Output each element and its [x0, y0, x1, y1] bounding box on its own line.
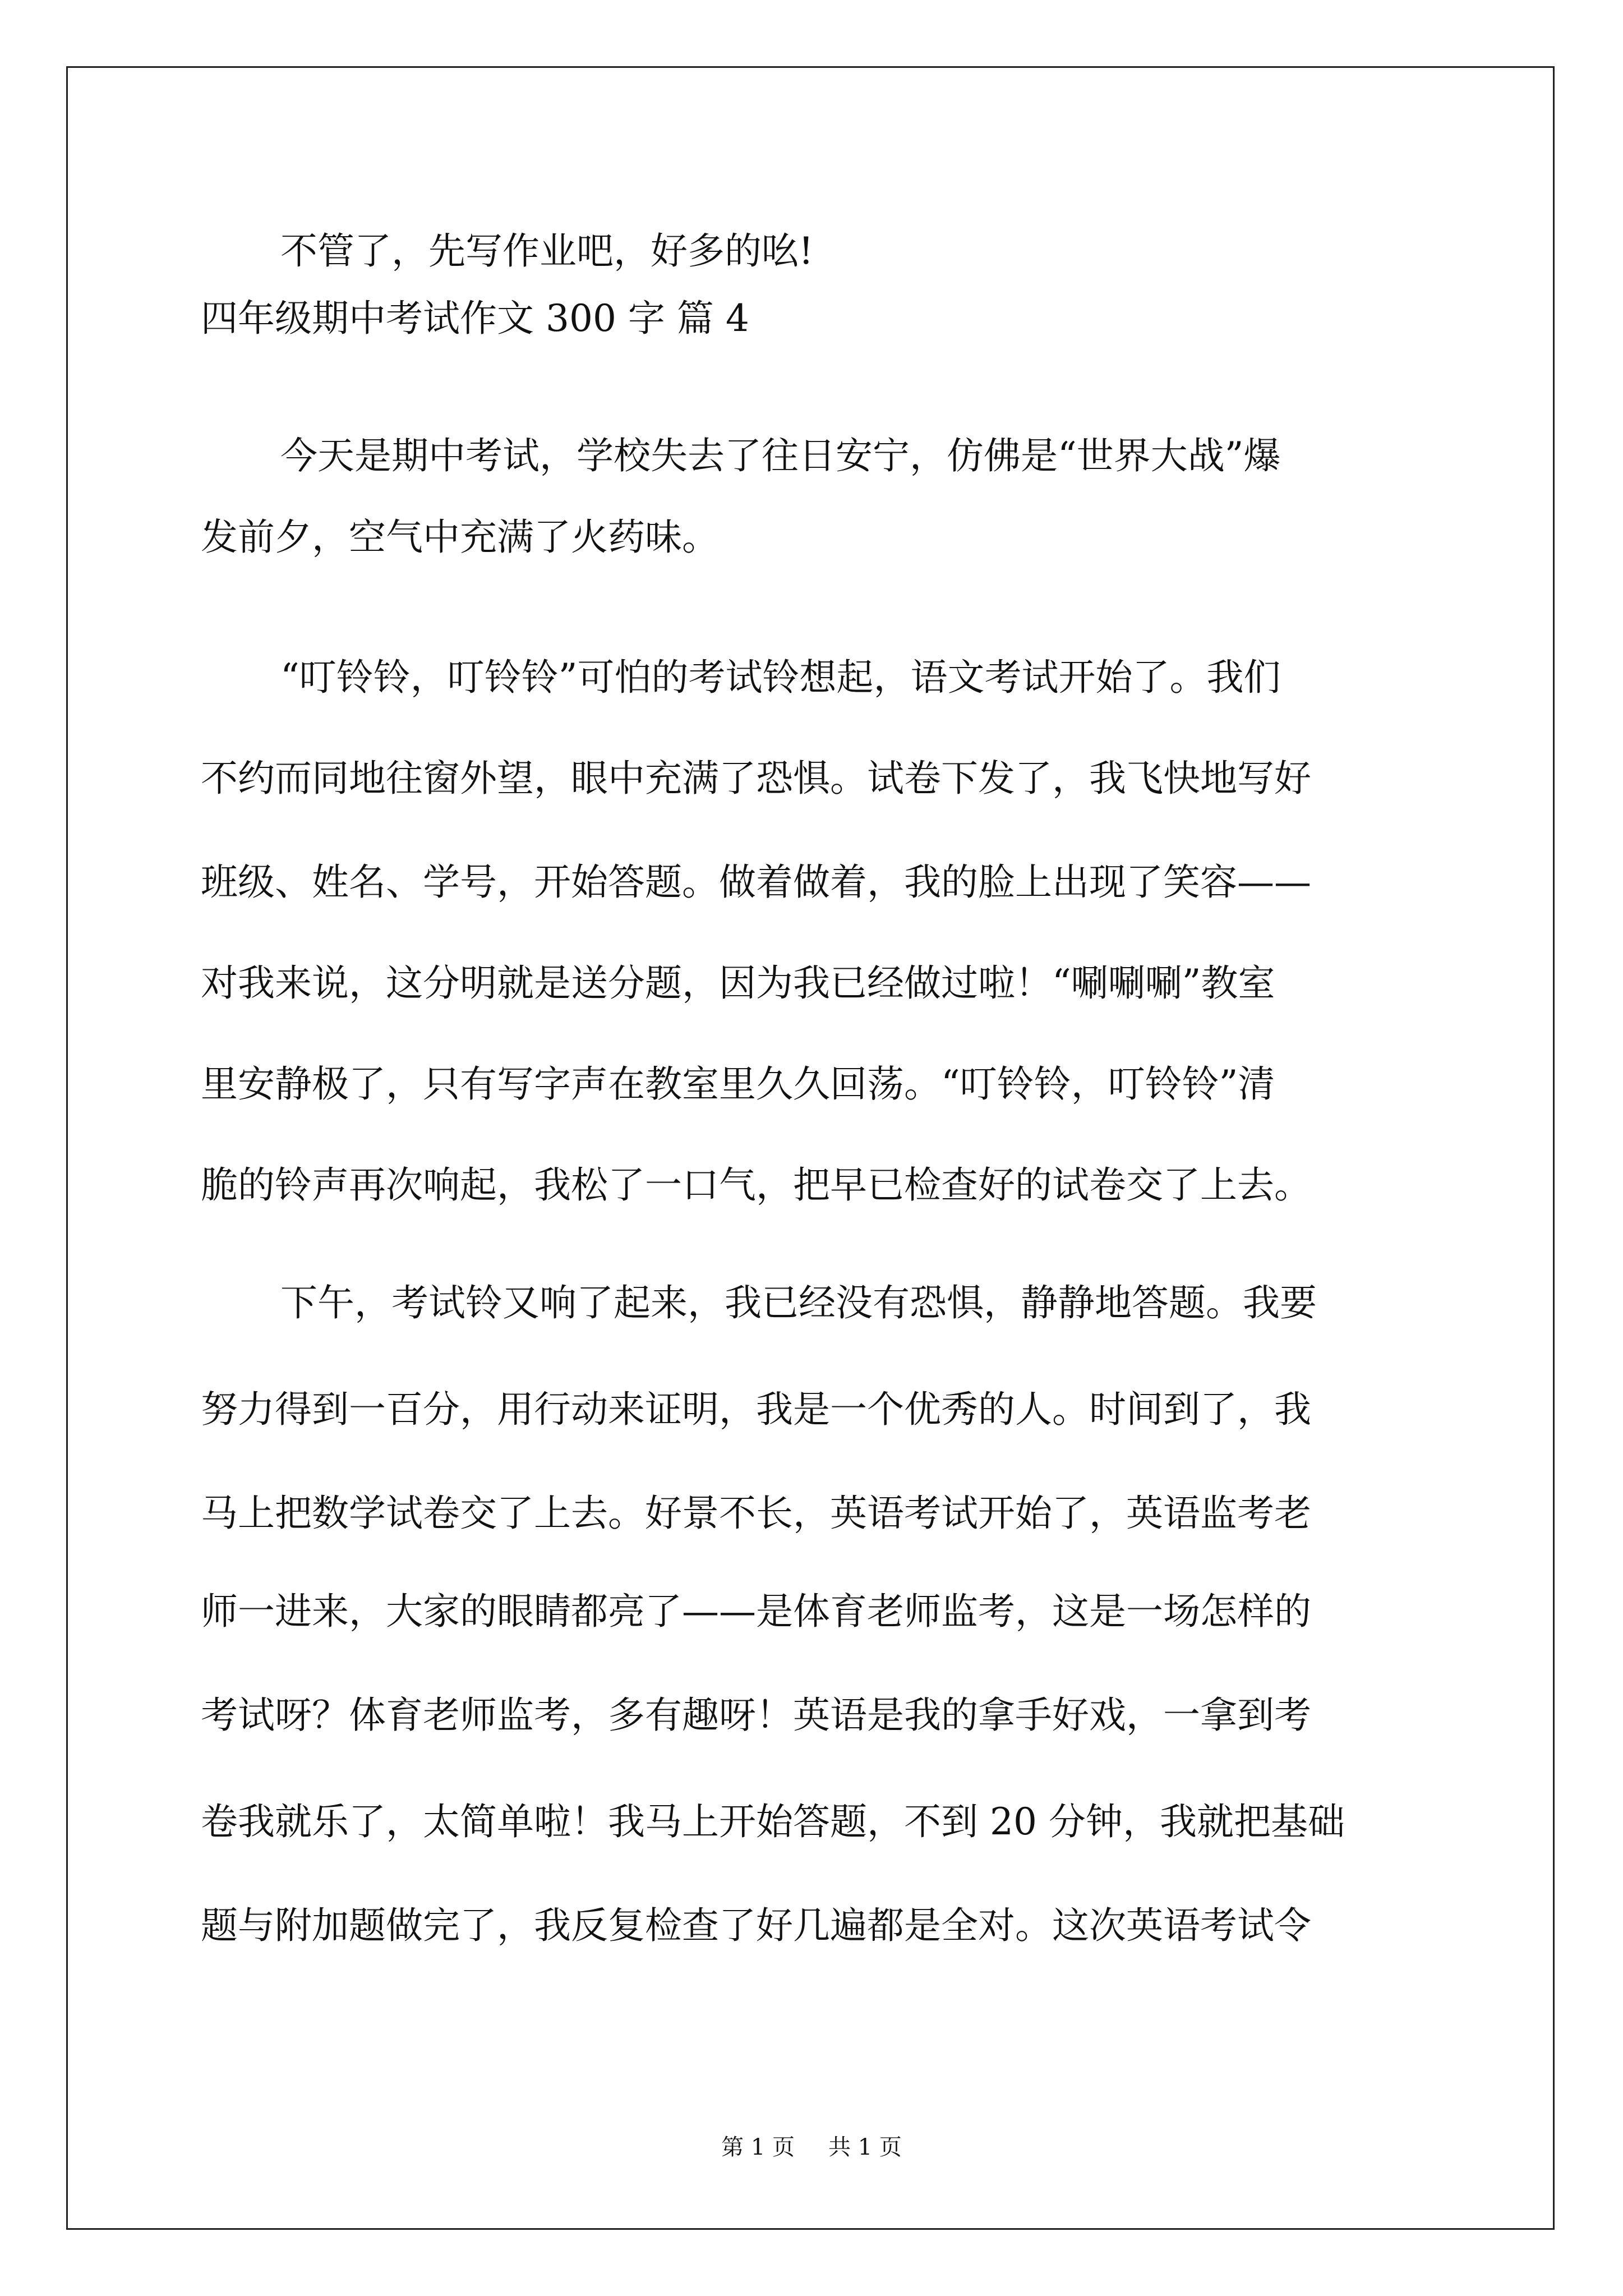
text-line: 脆的铃声再次响起，我松了一口气，把早已检查好的试卷交了上去。 — [201, 1163, 1311, 1207]
section-heading: 四年级期中考试作文 300 字 篇 4 — [201, 297, 749, 340]
text-line: 考试呀？体育老师监考，多有趣呀！英语是我的拿手好戏，一拿到考 — [201, 1694, 1311, 1737]
text-line: 不管了，先写作业吧，好多的吆! — [280, 229, 814, 273]
text-line: 对我来说，这分明就是送分题，因为我已经做过啦！“唰唰唰”教室 — [201, 961, 1275, 1005]
text-line: 不约而同地往窗外望，眼中充满了恐惧。试卷下发了，我飞快地写好 — [201, 757, 1311, 800]
text-line: 努力得到一百分，用行动来证明，我是一个优秀的人。时间到了，我 — [201, 1388, 1311, 1431]
text-line: 题与附加题做完了，我反复检查了好几遍都是全对。这次英语考试令 — [201, 1904, 1311, 1947]
page-total: 共 1 页 — [828, 2134, 902, 2160]
text-line: 师一进来，大家的眼睛都亮了——是体育老师监考，这是一场怎样的 — [201, 1590, 1311, 1633]
text-line: 卷我就乐了，太简单啦！我马上开始答题，不到 20 分钟，我就把基础 — [201, 1800, 1345, 1843]
text-line: 马上把数学试卷交了上去。好景不长，英语考试开始了，英语监考老 — [201, 1492, 1311, 1535]
text-line: 里安静极了，只有写字声在教室里久久回荡。“叮铃铃，叮铃铃”清 — [201, 1062, 1275, 1106]
text-line: 发前夕，空气中充满了火药味。 — [201, 516, 719, 559]
text-line: 今天是期中考试，学校失去了往日安宁，仿佛是“世界大战”爆 — [280, 434, 1281, 477]
page-footer — [0, 2135, 1623, 2160]
text-line: “叮铃铃，叮铃铃”可怕的考试铃想起，语文考试开始了。我们 — [280, 656, 1281, 699]
text-line: 班级、姓名、学号，开始答题。做着做着，我的脸上出现了笑容—— — [201, 861, 1311, 904]
page-number: 第 1 页 — [721, 2134, 795, 2160]
text-line: 下午，考试铃又响了起来，我已经没有恐惧，静静地答题。我要 — [280, 1281, 1317, 1324]
